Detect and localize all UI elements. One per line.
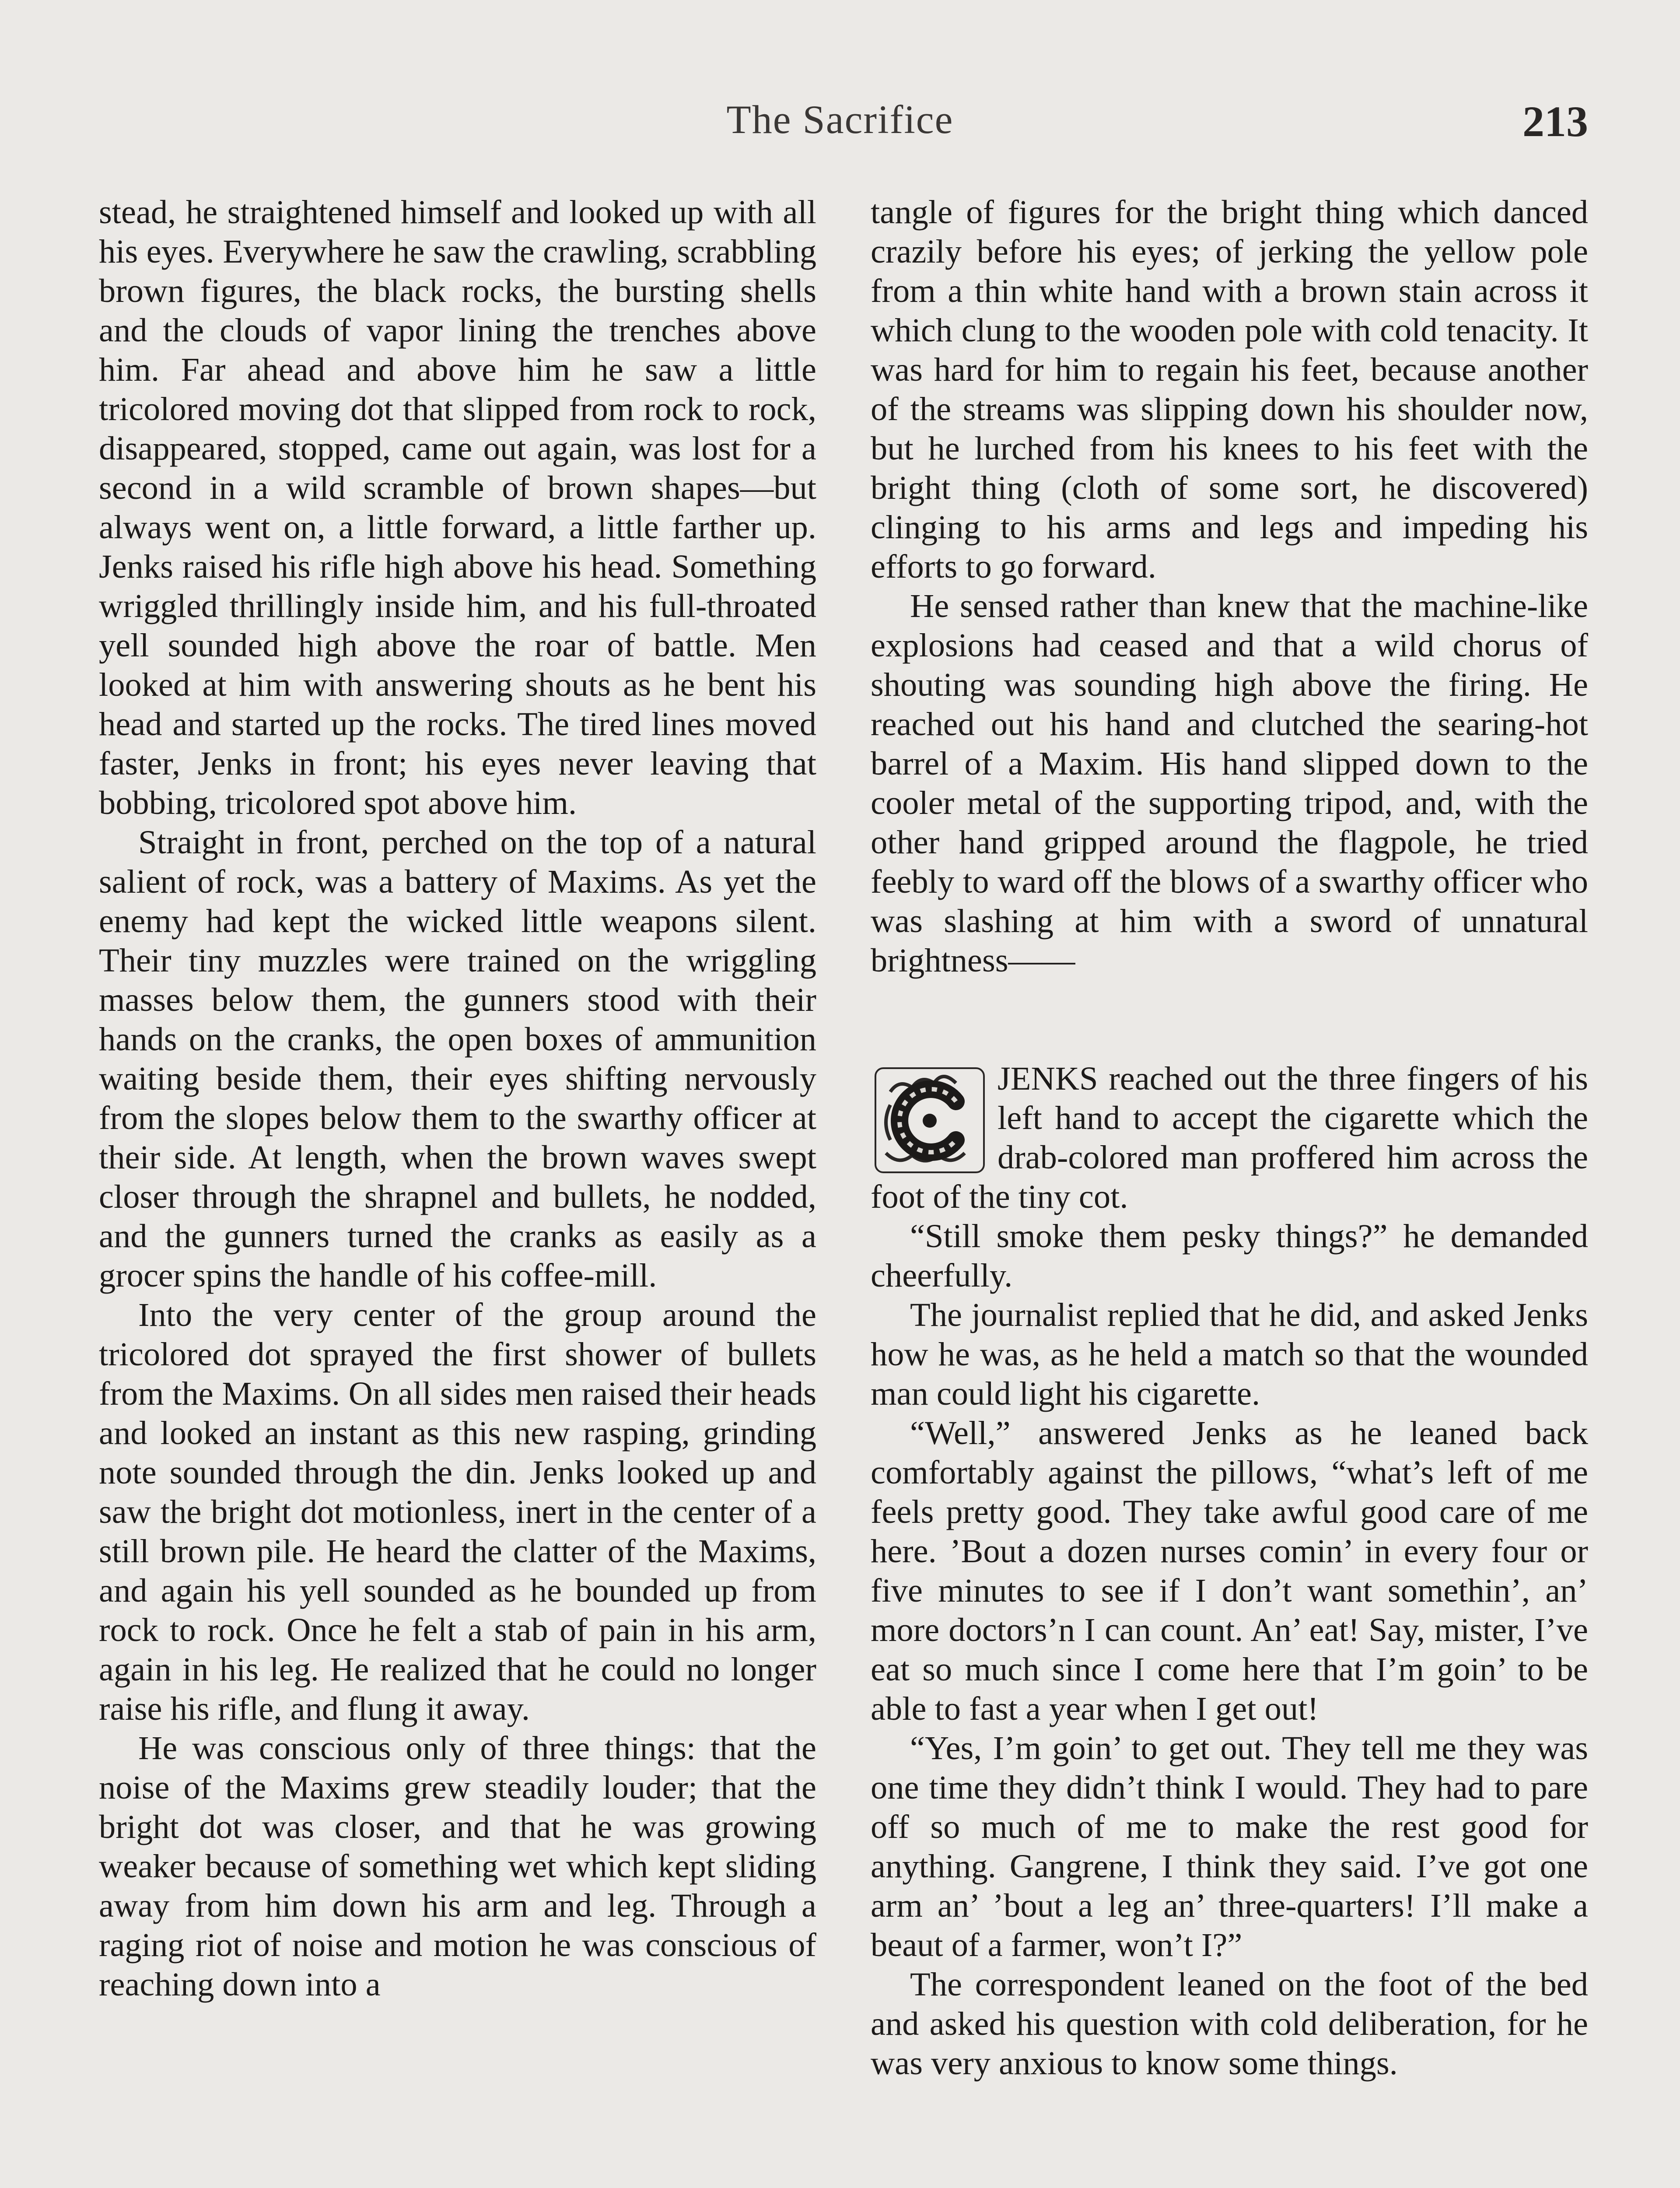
left-column — [99, 193, 816, 2004]
paragraph: He sensed rather than knew that the machine-like explosions had ceased and that a wild chorus of shouting was sounding high above the firing. He reached out his hand and clutched the searing-hot barrel of a Maxim. His hand slipped down to the cooler metal of the supporting tripod, and, with the other hand gripped around the flagpole, he tried feebly to ward off the blows of a swarthy officer who was slashing at him with a sword of unnatural brightness—— — [871, 587, 1588, 979]
paragraph: The correspondent leaned on the foot of the bed and asked his question with cold deliberation, for he was very anxious to know some things. — [871, 1966, 1588, 2082]
drop-cap-initial — [871, 1064, 989, 1176]
paragraph: “Still smoke them pesky things?” he demanded cheerfully. — [871, 1217, 1588, 1294]
page-header — [0, 88, 1680, 149]
paragraph: The journalist replied that he did, and asked Jenks how he was, as he held a match so that the wounded man could light his cigarette. — [871, 1296, 1588, 1412]
paragraph: stead, he straightened himself and looked up with all his eyes. Everywhere he saw the crawling, scrabbling brown figures, the black rocks, the bursting shells and the clouds of vapor lining the trenches above him. Far ahead and above him he saw a little tricolored moving dot that slipped from rock to rock, disappeared, stopped, came out again, was lost for a second in a wild scramble of brown shapes—but always went on, a little forward, a little farther up. Jenks raised his rifle high above his head. Something wriggled thrillingly inside him, and his full-throated yell sounded high above the roar of battle. Men looked at him with answering shouts as he bent his head and started up the rocks. The tired lines moved faster, Jenks in front; his eyes never leaving that bobbing, tricolored spot above him. — [99, 193, 816, 821]
paragraph: He was conscious only of three things: that the noise of the Maxims grew steadily louder; that the bright dot was closer, and that he was growing weaker because of something wet which kept sliding away from him down his arm and leg. Through a raging riot of noise and motion he was conscious of reaching down into a — [99, 1729, 816, 2003]
paragraph: Straight in front, perched on the top of a natural salient of rock, was a battery of Maxims. As yet the enemy had kept the wicked little weapons silent. Their tiny muzzles were trained on the wriggling masses below them, the gunners stood with their hands on the cranks, the open boxes of ammunition waiting beside them, their eyes shifting nervously from the slopes below them to the swarthy officer at their side. At length, when the brown waves swept closer through the shrapnel and bullets, he nodded, and the gunners turned the cranks as easily as a grocer spins the handle of his coffee-mill. — [99, 824, 816, 1294]
section-break — [871, 980, 1588, 1059]
drop-cap-paragraph — [871, 1059, 1588, 1217]
page-number: 213 — [1522, 97, 1588, 146]
paragraph: “Well,” answered Jenks as he leaned back comfortably against the pillows, “what’s left of me feels pretty good. They take awful good care of me here. ’Bout a dozen nurses comin’ in every four or five minutes to see if I don’t want somethin’, an’ more doctors’n I can count. An’ eat! Say, mister, I’ve eat so much since I come here that I’m goin’ to be able to fast a year when I get out! — [871, 1414, 1588, 1727]
paragraph: “Yes, I’m goin’ to get out. They tell me they was one time they didn’t think I would. They had to pare off so much of me to make the rest good for anything. Gangrene, I think they said. I’ve got one arm an’ ’bout a leg an’ three-quarters! I’ll make a beaut of a farmer, won’t I?” — [871, 1729, 1588, 1964]
drop-cap-rest-text: JENKS reached out the three fingers of his left hand to accept the cigarette which the drab-colored man proffered him across the foot of the tiny cot. — [871, 1060, 1588, 1215]
paragraph: Into the very center of the group around the tricolored dot sprayed the first shower of bullets from the Maxims. On all sides men raised their heads and looked an instant as this new rasping, grinding note sounded through the din. Jenks looked up and saw the bright dot motionless, inert in the center of a still brown pile. He heard the clatter of the Maxims, and again his yell sounded as he bounded up from rock to rock. Once he felt a stab of pain in his arm, again in his leg. He realized that he could no longer raise his rifle, and flung it away. — [99, 1296, 816, 1727]
right-column — [871, 193, 1588, 2083]
ornamental-letter-c-icon — [873, 1066, 987, 1175]
paragraph: tangle of figures for the bright thing which danced crazily before his eyes; of jerking the yellow pole from a thin white hand with a brown stain across it which clung to the wooden pole with cold tenacity. It was hard for him to regain his feet, because another of the streams was slipping down his shoulder now, but he lurched from his knees to his feet with the bright thing (cloth of some sort, he discovered) clinging to his arms and legs and impeding his efforts to go forward. — [871, 193, 1588, 585]
running-title: The Sacrifice — [726, 97, 954, 142]
